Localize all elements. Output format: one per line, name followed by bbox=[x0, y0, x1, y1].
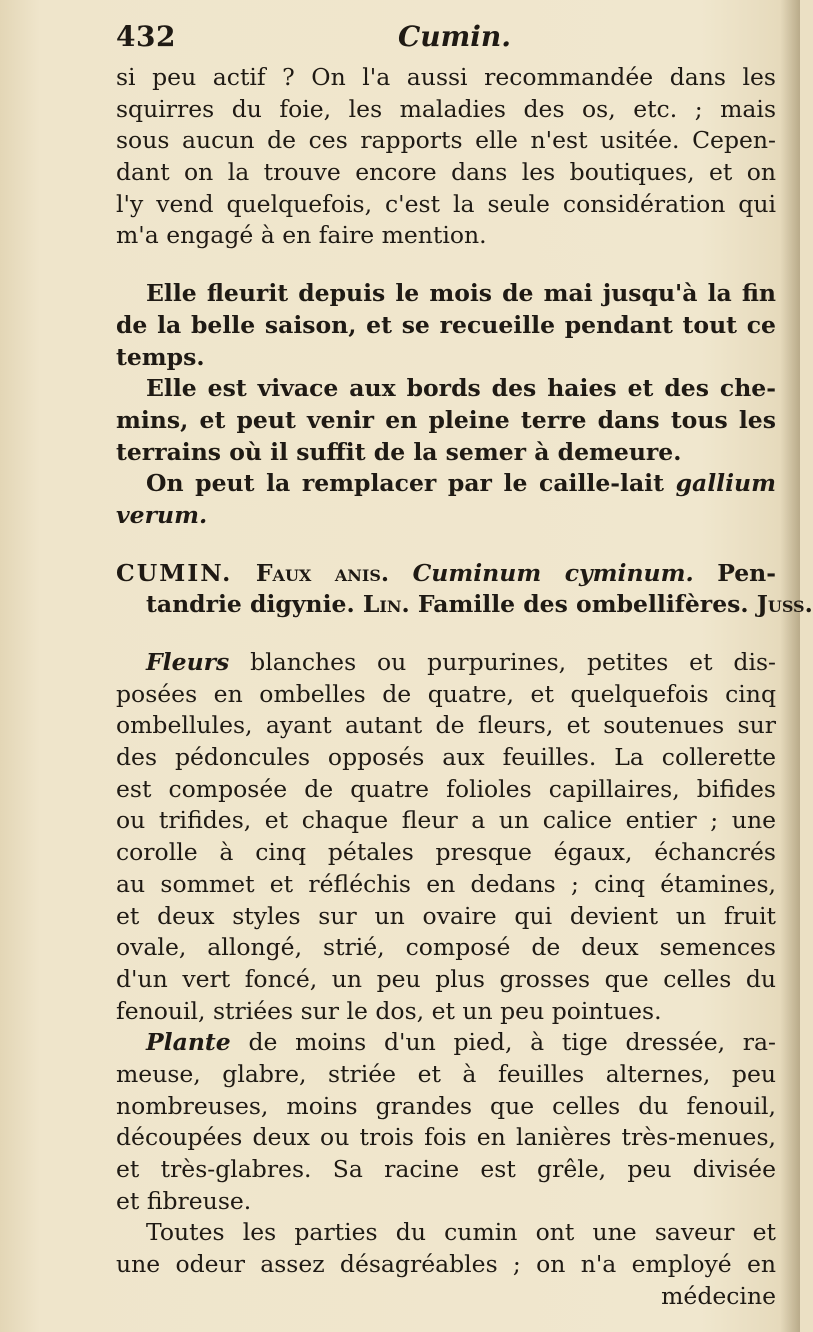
text-line: et fibreuse. bbox=[116, 1186, 252, 1215]
text-line: et deux styles sur un ovaire qui devient un fruit bbox=[116, 901, 776, 930]
paragraph-gap bbox=[116, 532, 776, 558]
running-title: Cumin. bbox=[398, 20, 512, 53]
text-line: si peu actif ? On l'a aussi recommandée dans les bbox=[116, 63, 776, 91]
text-fragment: de moins d'un pied, à tige dressée, ra- bbox=[248, 1028, 776, 1057]
text-line: au sommet et réfléchis en dedans ; cinq étamines, bbox=[116, 869, 776, 898]
common-name: Faux anis. bbox=[255, 558, 390, 587]
text-line: et très-glabres. Sa racine est grêle, peu divisée bbox=[116, 1155, 776, 1183]
text-line bbox=[116, 1027, 776, 1059]
text-line: fenouil, striées sur le dos, et un peu pointues. bbox=[116, 996, 662, 1025]
text-line: ovale, allongé, strié, composé de deux semences bbox=[116, 933, 776, 962]
section-label: Fleurs bbox=[146, 648, 230, 676]
text-line: sous aucun de ces rapports elle n'est usitée. Cepen- bbox=[116, 126, 776, 155]
text-line: ombellules, ayant autant de fleurs, et soutenues sur bbox=[116, 711, 776, 740]
catchword: médecine bbox=[661, 1281, 776, 1310]
paragraph-flowering bbox=[116, 278, 776, 373]
text-line: squirres du foie, les maladies des os, etc. ; mais bbox=[116, 94, 776, 123]
text-line: Elle est vivace aux bords des haies et des che- bbox=[146, 374, 776, 403]
text-line bbox=[116, 468, 776, 500]
author-abbrev: Lin. bbox=[362, 590, 410, 619]
text-fragment: blanches ou purpurines, petites et dis- bbox=[250, 648, 776, 676]
author-abbrev: Juss. bbox=[756, 590, 813, 619]
text-line: des pédoncules opposés aux feuilles. La collerette bbox=[116, 743, 776, 772]
text-line: corolle à cinq pétales presque égaux, échancrés bbox=[116, 838, 776, 867]
latin-name: gallium bbox=[675, 469, 776, 498]
section-label: Plante bbox=[146, 1028, 231, 1057]
text-line bbox=[116, 647, 776, 679]
text-line: d'un vert foncé, un peu plus grosses que celles du bbox=[116, 964, 776, 993]
text-line: une odeur assez désagréables ; on n'a employé en bbox=[116, 1250, 776, 1279]
paragraph-gap bbox=[116, 252, 776, 278]
text-line: terrains où il suffit de la semer à demeure. bbox=[116, 437, 682, 466]
text-line: mins, et peut venir en pleine terre dans tous les bbox=[116, 405, 776, 434]
entry-title: CUMIN. bbox=[116, 558, 233, 587]
latin-name: Cuminum cyminum. bbox=[412, 558, 694, 587]
text-line: posées en ombelles de quatre, et quelquefois cinq bbox=[116, 679, 776, 708]
latin-name: verum. bbox=[116, 500, 208, 529]
page-number: 432 bbox=[116, 20, 176, 53]
text-line: Elle fleurit depuis le mois de mai jusqu'à la fin bbox=[146, 279, 776, 308]
text-fragment: tandrie digynie. bbox=[146, 590, 355, 619]
text-line bbox=[116, 589, 813, 621]
text-line bbox=[116, 558, 776, 590]
text-line: est composée de quatre folioles capillaires, bifides bbox=[116, 774, 776, 803]
paragraph-fleurs bbox=[116, 647, 776, 1027]
text-line: dant on la trouve encore dans les boutiques, et on bbox=[116, 158, 776, 187]
paragraph-substitute bbox=[116, 468, 776, 531]
paragraph-habitat bbox=[116, 373, 776, 468]
substitute-text: On peut la remplacer par le caille-lait bbox=[146, 469, 664, 498]
text-line: m'a engagé à en faire mention. bbox=[116, 221, 487, 250]
text-line: temps. bbox=[116, 342, 205, 371]
page-body bbox=[116, 62, 813, 1312]
text-fragment: Pen- bbox=[717, 558, 777, 587]
text-line: de la belle saison, et se recueille pendant tout ce bbox=[116, 310, 776, 339]
entry-heading bbox=[116, 558, 813, 621]
page-header bbox=[116, 20, 776, 60]
paragraph-plante bbox=[116, 1027, 776, 1217]
paragraph-continuation bbox=[116, 62, 776, 252]
family-text: Famille des ombellifères. bbox=[417, 590, 749, 619]
text-line: l'y vend quelquefois, c'est la seule considération qui bbox=[116, 189, 776, 218]
text-line: nombreuses, moins grandes que celles du fenouil, bbox=[116, 1091, 776, 1120]
paragraph-toutes bbox=[116, 1217, 776, 1312]
paragraph-gap bbox=[116, 621, 776, 647]
text-line: découpées deux ou trois fois en lanières très-menues, bbox=[116, 1123, 776, 1152]
text-line: meuse, glabre, striée et à feuilles alternes, peu bbox=[116, 1059, 776, 1088]
text-line: ou trifides, et chaque fleur a un calice entier ; une bbox=[116, 806, 776, 835]
text-line: Toutes les parties du cumin ont une saveur et bbox=[146, 1218, 776, 1247]
